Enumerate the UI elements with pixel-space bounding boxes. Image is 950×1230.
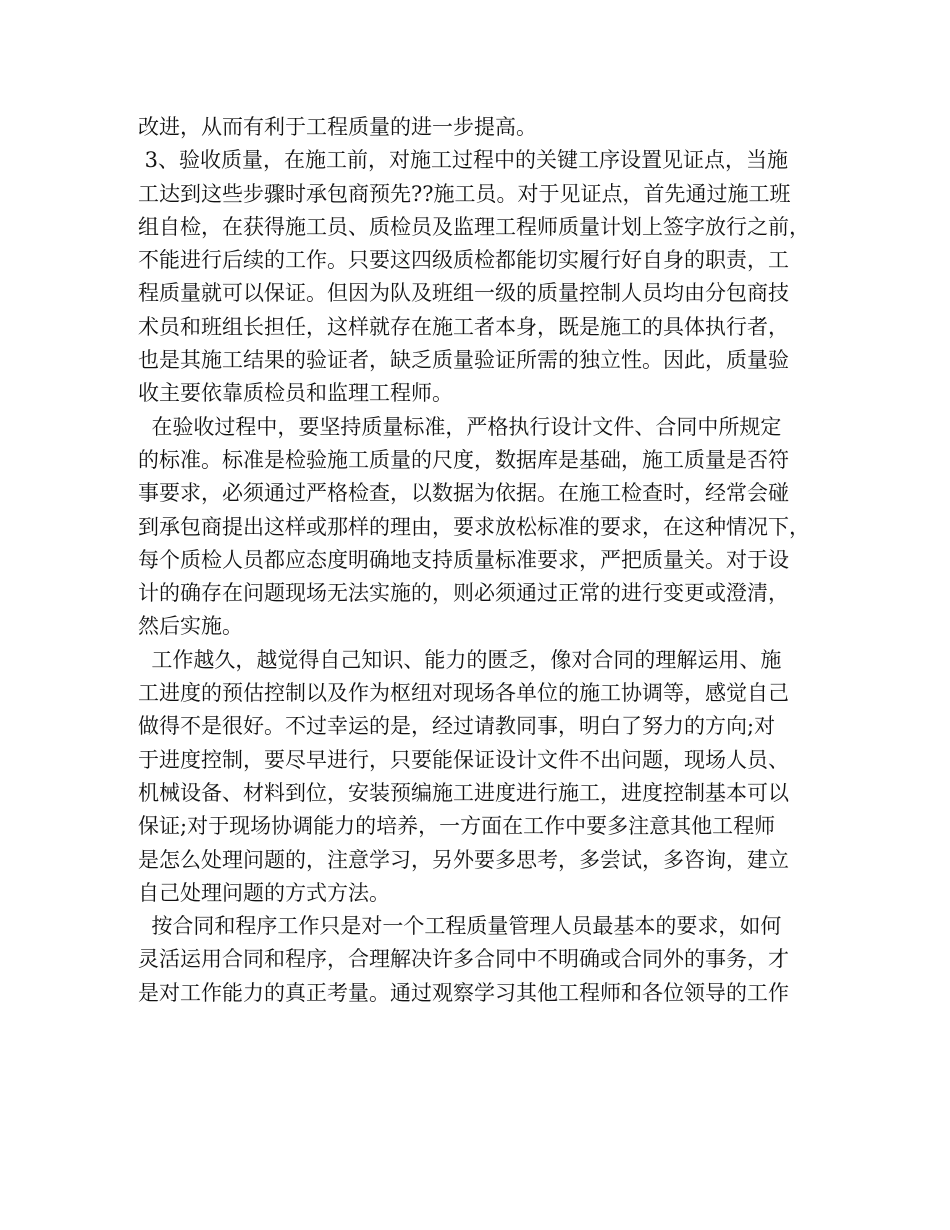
text-line: 不能进行后续的工作。只要这四级质检都能切实履行好自身的职责，工 [138,248,789,273]
text-line: 保证;对于现场协调能力的培养，一方面在工作中要多注意其他工程师 [138,814,776,839]
text-line: 是对工作能力的真正考量。通过观察学习其他工程师和各位领导的工作 [138,980,789,1005]
text-line: 按合同和程序工作只是对一个工程质量管理人员最基本的要求，如何 [138,914,782,939]
text-line: 术员和班组长担任，这样就存在施工者本身，既是施工的具体执行者， [138,314,789,339]
text-line: 自己处理问题的方式方法。 [138,880,390,905]
text-line: 收主要依靠质检员和监理工程师。 [138,381,453,406]
text-line: 工达到这些步骤时承包商预先??施工员。对于见证点，首先通过施工班 [138,181,791,206]
text-line: 到承包商提出这样或那样的理由，要求放松标准的要求，在这种情况下， [138,514,810,539]
text-line: 程质量就可以保证。但因为队及班组一级的质量控制人员均由分包商技 [138,281,789,306]
text-line: 是怎么处理问题的，注意学习，另外要多思考，多尝试，多咨询，建立 [138,847,789,872]
document-body-text [138,111,828,1010]
text-line: 的标准。标准是检验施工质量的尺度，数据库是基础，施工质量是否符 [138,447,789,472]
text-line: 3、验收质量，在施工前，对施工过程中的关键工序设置见证点，当施 [138,148,789,173]
text-line: 组自检，在获得施工员、质检员及监理工程师质量计划上签字放行之前， [138,214,810,239]
text-line: 也是其施工结果的验证者，缺乏质量验证所需的独立性。因此，质量验 [138,348,789,373]
text-line: 灵活运用合同和程序，合理解决许多合同中不明确或合同外的事务，才 [138,947,789,972]
text-line: 在验收过程中，要坚持质量标准，严格执行设计文件、合同中所规定 [138,414,782,439]
text-line: 改进，从而有利于工程质量的进一步提高。 [138,115,537,139]
text-line: 计的确存在问题现场无法实施的，则必须通过正常的进行变更或澄清， [138,581,789,606]
text-line: 工作越久，越觉得自己知识、能力的匮乏，像对合同的理解运用、施 [138,647,782,672]
text-line: 做得不是很好。不过幸运的是，经过请教同事，明白了努力的方向;对 [138,714,776,739]
text-line: 然后实施。 [138,614,243,639]
text-line: 事要求，必须通过严格检查，以数据为依据。在施工检查时，经常会碰 [138,481,789,506]
text-line: 工进度的预估控制以及作为枢纽对现场各单位的施工协调等，感觉自己 [138,681,789,706]
text-line: 每个质检人员都应态度明确地支持质量标准要求，严把质量关。对于设 [138,547,789,572]
text-line: 机械设备、材料到位，安装预编施工进度进行施工，进度控制基本可以 [138,780,789,805]
text-line: 于进度控制，要尽早进行，只要能保证设计文件不出问题，现场人员、 [138,747,789,772]
